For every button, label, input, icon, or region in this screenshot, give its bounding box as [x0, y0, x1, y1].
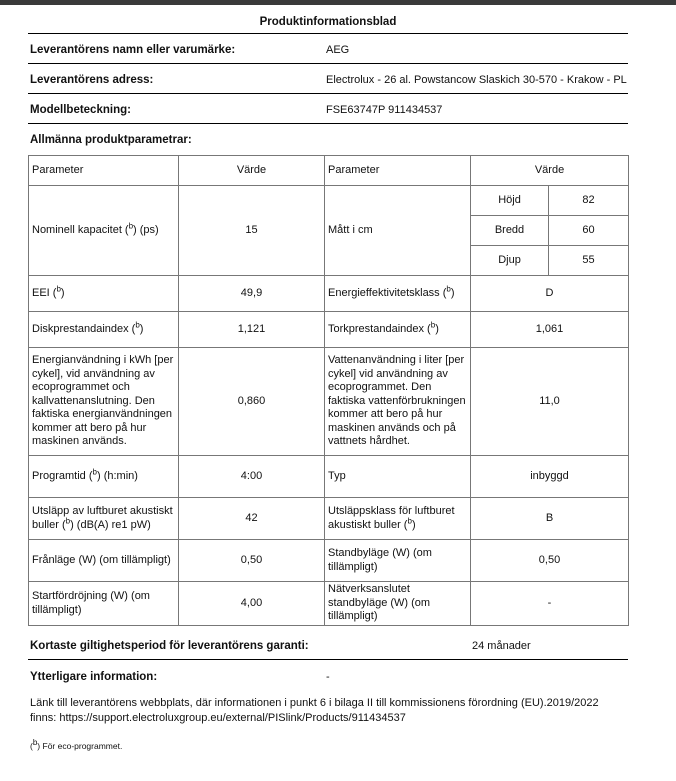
drying-index-value: 1,061 — [471, 312, 629, 348]
off-mode-label: Frånläge (W) (om tillämpligt) — [29, 540, 179, 582]
height-value: 82 — [549, 186, 629, 216]
width-value: 60 — [549, 216, 629, 246]
delay-start-label: Startfördröjning (W) (om tillämpligt) — [29, 582, 179, 626]
table-row — [29, 348, 629, 456]
table-row — [29, 312, 629, 348]
model-label: Modellbeteckning: — [30, 104, 131, 116]
parameters-table — [28, 155, 629, 626]
height-label: Höjd — [471, 186, 549, 216]
noise-class-label: Utsläppsklass för luftburet akustiskt buller ($^b$) — [325, 498, 471, 540]
general-parameters-heading: Allmänna produktparametrar: — [30, 134, 192, 146]
networked-standby-label: Nätverksanslutet standbyläge (W) (om tillämpligt) — [325, 582, 471, 626]
address-value: Electrolux - 26 al. Powstancow Slaskich 30-570 - Krakow - PL — [326, 74, 627, 86]
energy-class-value: D — [471, 276, 629, 312]
column-header-value-2: Värde — [471, 156, 629, 186]
warranty-label: Kortaste giltighetsperiod för leverantörens garanti: — [30, 640, 309, 652]
page-title: Produktinformationsblad — [259, 16, 397, 28]
table-row — [29, 186, 629, 216]
energy-use-value: 0,860 — [179, 348, 325, 456]
depth-value: 55 — [549, 246, 629, 276]
table-row — [29, 540, 629, 582]
energy-use-label: Energianvändning i kWh [per cykel], vid användning av ecoprogrammet och kallvattenanslutning. Den faktiska energianvändningen kommer att bero på hur maskinen används. — [29, 348, 179, 456]
type-value: inbyggd — [471, 456, 629, 498]
noise-emission-value: 42 — [179, 498, 325, 540]
warranty-value: 24 månader — [472, 640, 531, 652]
program-time-value: 4:00 — [179, 456, 325, 498]
additional-info-value: - — [326, 671, 330, 683]
divider — [28, 33, 628, 34]
water-use-value: 11,0 — [471, 348, 629, 456]
noise-emission-label: Utsläpp av luftburet akustiskt buller ($^b$) (dB(A) re1 pW) — [29, 498, 179, 540]
width-label: Bredd — [471, 216, 549, 246]
model-value: FSE63747P 911434537 — [326, 104, 443, 116]
table-row — [29, 498, 629, 540]
type-label: Typ — [325, 456, 471, 498]
table-row — [29, 276, 629, 312]
top-window-edge — [0, 0, 676, 5]
table-row — [29, 456, 629, 498]
supplier-value: AEG — [326, 44, 350, 56]
cleaning-index-value: 1,121 — [179, 312, 325, 348]
networked-standby-value: - — [471, 582, 629, 626]
cleaning-index-label: Diskprestandaindex ($^b$) — [29, 312, 179, 348]
additional-info-label: Ytterligare information: — [30, 671, 158, 683]
capacity-value: 15 — [179, 186, 325, 276]
standby-label: Standbyläge (W) (om tillämpligt) — [325, 540, 471, 582]
program-time-label: Programtid ($^b$) (h:min) — [29, 456, 179, 498]
divider — [28, 659, 628, 660]
eei-value: 49,9 — [179, 276, 325, 312]
capacity-label: Nominell kapacitet ($^b$) (ps) — [29, 186, 179, 276]
supplier-website-link-text: Länk till leverantörens webbplats, där informationen i punkt 6 i bilaga II till kommissionens förordning (EU).2019/2022 finns: https://support.electroluxgroup.eu/external/PISlink/Products/911434537 — [30, 697, 599, 724]
energy-class-label: Energieffektivitetsklass ($^b$) — [325, 276, 471, 312]
off-mode-value: 0,50 — [179, 540, 325, 582]
address-label: Leverantörens adress: — [30, 74, 154, 86]
table-header-row — [29, 156, 629, 186]
column-header-value: Värde — [179, 156, 325, 186]
footnote: (b) För eco-programmet. — [30, 738, 123, 751]
divider — [28, 63, 628, 64]
drying-index-label: Torkprestandaindex ($^b$) — [325, 312, 471, 348]
table-row — [29, 582, 629, 626]
column-header-parameter-2: Parameter — [325, 156, 471, 186]
dimensions-label: Mått i cm — [325, 186, 471, 276]
column-header-parameter: Parameter — [29, 156, 179, 186]
divider — [28, 123, 628, 124]
delay-start-value: 4,00 — [179, 582, 325, 626]
depth-label: Djup — [471, 246, 549, 276]
noise-class-value: B — [471, 498, 629, 540]
eei-label: EEI ($^b$) — [29, 276, 179, 312]
standby-value: 0,50 — [471, 540, 629, 582]
water-use-label: Vattenanvändning i liter [per cykel] vid användning av ecoprogrammet. Den faktiska vattenförbrukningen kommer att bero på hur maskinen används och på vattnets hårdhet. — [325, 348, 471, 456]
supplier-label: Leverantörens namn eller varumärke: — [30, 44, 236, 56]
divider — [28, 93, 628, 94]
